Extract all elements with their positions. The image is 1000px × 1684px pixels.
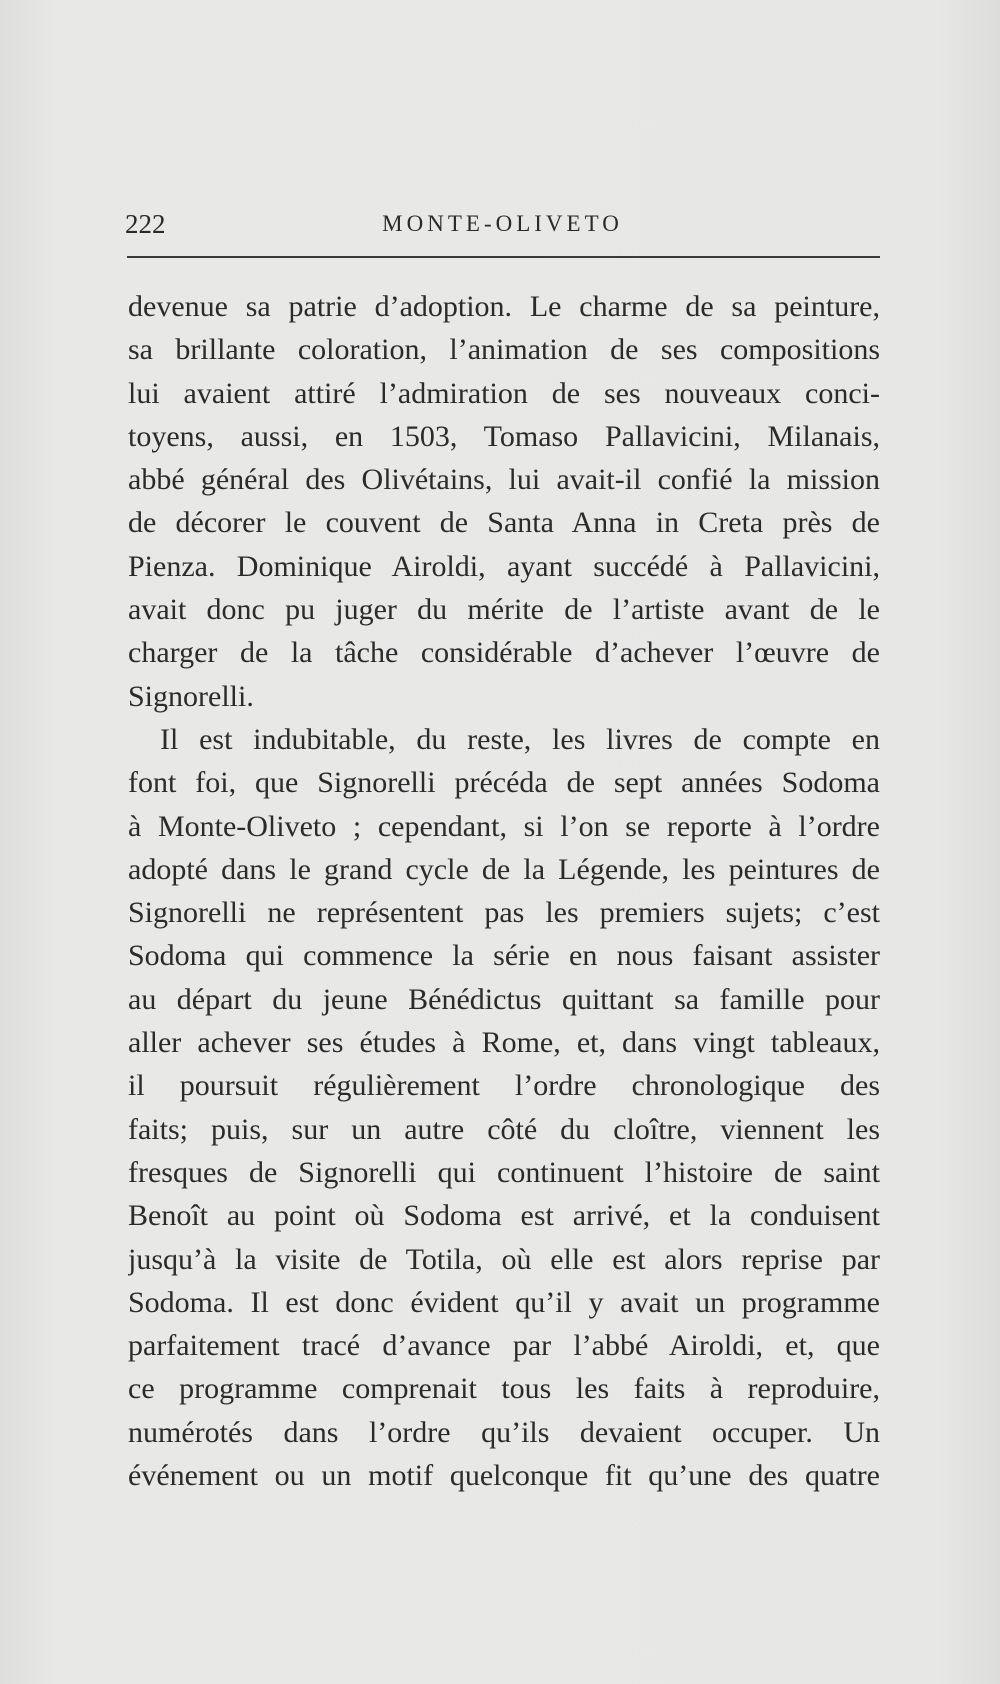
- text-line: parfaitement tracé d’avance par l’abbé Airoldi, et, que: [128, 1329, 880, 1363]
- text-line: Sodoma. Il est donc évident qu’il y avait un programme: [128, 1285, 880, 1319]
- text-line: avait donc pu juger du mérite de l’artiste avant de le: [128, 593, 880, 627]
- text-line: fresques de Signorelli qui continuent l’histoire de saint: [128, 1155, 880, 1189]
- page-header: [125, 205, 880, 245]
- text-line: Benoît au point où Sodoma est arrivé, et la conduisent: [128, 1199, 880, 1233]
- text-line: abbé général des Olivétains, lui avait-il confié la mission: [128, 463, 880, 497]
- text-line: il poursuit régulièrement l’ordre chronologique des: [128, 1069, 880, 1103]
- text-line: Signorelli ne représentent pas les premiers sujets; c’est: [128, 896, 880, 930]
- text-line: adopté dans le grand cycle de la Légende, les peintures de: [128, 852, 880, 886]
- text-line: faits; puis, sur un autre côté du cloître, viennent les: [128, 1112, 880, 1146]
- text-line: Il est indubitable, du reste, les livres de compte en: [160, 722, 880, 756]
- page-number: 222: [125, 209, 166, 239]
- text-line: à Monte-Oliveto ; cependant, si l’on se reporte à l’ordre: [128, 809, 880, 843]
- header-rule: [127, 256, 880, 258]
- text-line: lui avaient attiré l’admiration de ses nouveaux conci-: [128, 376, 880, 410]
- text-line: au départ du jeune Bénédictus quittant sa famille pour: [128, 982, 880, 1016]
- body-text: [128, 285, 880, 1497]
- text-line: jusqu’à la visite de Totila, où elle est alors reprise par: [128, 1242, 880, 1276]
- text-line: de décorer le couvent de Santa Anna in Creta près de: [128, 506, 880, 540]
- text-line: charger de la tâche considérable d’achever l’œuvre de: [128, 636, 880, 670]
- text-line: sa brillante coloration, l’animation de ses compositions: [128, 333, 880, 367]
- text-line: font foi, que Signorelli précéda de sept années Sodoma: [128, 766, 880, 800]
- text-line: Pienza. Dominique Airoldi, ayant succédé à Pallavicini,: [128, 549, 880, 583]
- text-line: numérotés dans l’ordre qu’ils devaient occuper. Un: [128, 1415, 880, 1449]
- text-line: ce programme comprenait tous les faits à reproduire,: [128, 1372, 880, 1406]
- running-title: MONTE-OLIVETO: [382, 211, 623, 236]
- text-line: toyens, aussi, en 1503, Tomaso Pallavicini, Milanais,: [128, 419, 880, 453]
- text-line: Sodoma qui commence la série en nous faisant assister: [128, 939, 880, 973]
- text-line: devenue sa patrie d’adoption. Le charme de sa peinture,: [128, 290, 880, 323]
- text-line: événement ou un motif quelconque fit qu’une des quatre: [128, 1459, 880, 1493]
- text-line: aller achever ses études à Rome, et, dans vingt tableaux,: [128, 1026, 880, 1060]
- text-line: Signorelli.: [128, 679, 254, 713]
